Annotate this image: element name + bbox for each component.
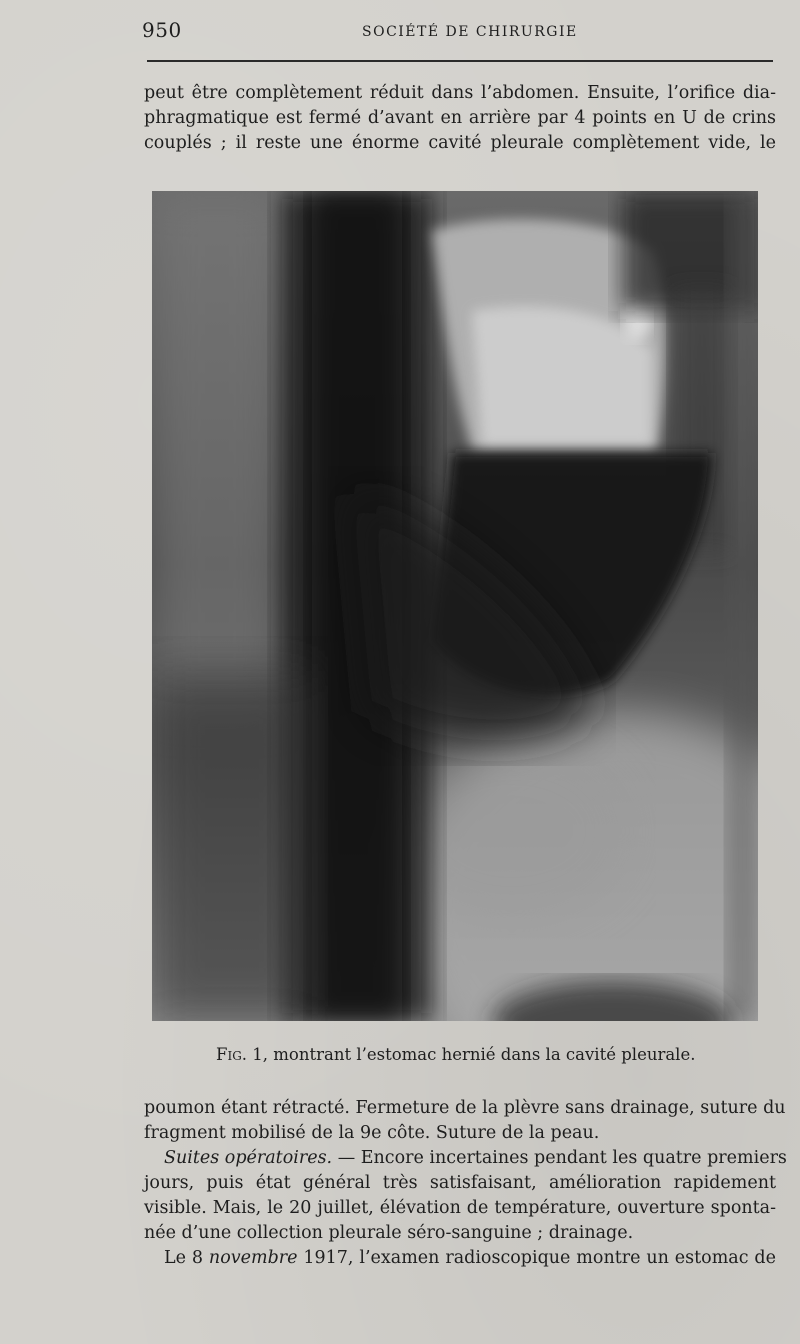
text-line [144, 1146, 787, 1171]
text-line [144, 1246, 776, 1271]
text-line: phragmatique est fermé d’avant en arrière par 4 points en U de crins [144, 108, 776, 128]
header-rule [147, 60, 773, 62]
text-line: visible. Mais, le 20 juillet, élévation de température, ouverture sponta- [144, 1198, 776, 1218]
text-span: Le 8 [164, 1248, 209, 1268]
text-line: jours, puis état général très satisfaisant, amélioration rapidement [144, 1173, 776, 1193]
bottom-paragraph [144, 1096, 787, 1271]
running-head [142, 18, 778, 46]
figure-caption [216, 1044, 716, 1066]
text-line: peut être complètement réduit dans l’abdomen. Ensuite, l’orifice dia- [144, 83, 776, 103]
italic-span: novembre [208, 1248, 298, 1268]
text-line: née d’une collection pleurale séro-sanguine ; drainage. [144, 1223, 634, 1243]
text-span: 1917, l’examen radioscopique montre un estomac de [297, 1248, 776, 1268]
page-number: 950 [142, 18, 182, 42]
radiograph-image [152, 191, 758, 1021]
running-title: SOCIÉTÉ DE CHIRURGIE [362, 24, 578, 40]
radiograph-figure [152, 191, 758, 1021]
figure-label: Fig. 1, [216, 1045, 269, 1064]
text-line: poumon étant rétracté. Fermeture de la plèvre sans drainage, suture du [144, 1098, 786, 1118]
section-heading-italic: Suites opératoires. [164, 1148, 333, 1168]
text-span: — Encore incertaines pendant les quatre premiers [332, 1148, 787, 1168]
text-line: couplés ; il reste une énorme cavité pleurale complètement vide, le [144, 133, 776, 153]
text-line: fragment mobilisé de la 9e côte. Suture de la peau. [144, 1123, 600, 1143]
figure-caption-text: montrant l’estomac hernié dans la cavité pleurale. [273, 1045, 696, 1064]
top-paragraph [144, 81, 776, 156]
